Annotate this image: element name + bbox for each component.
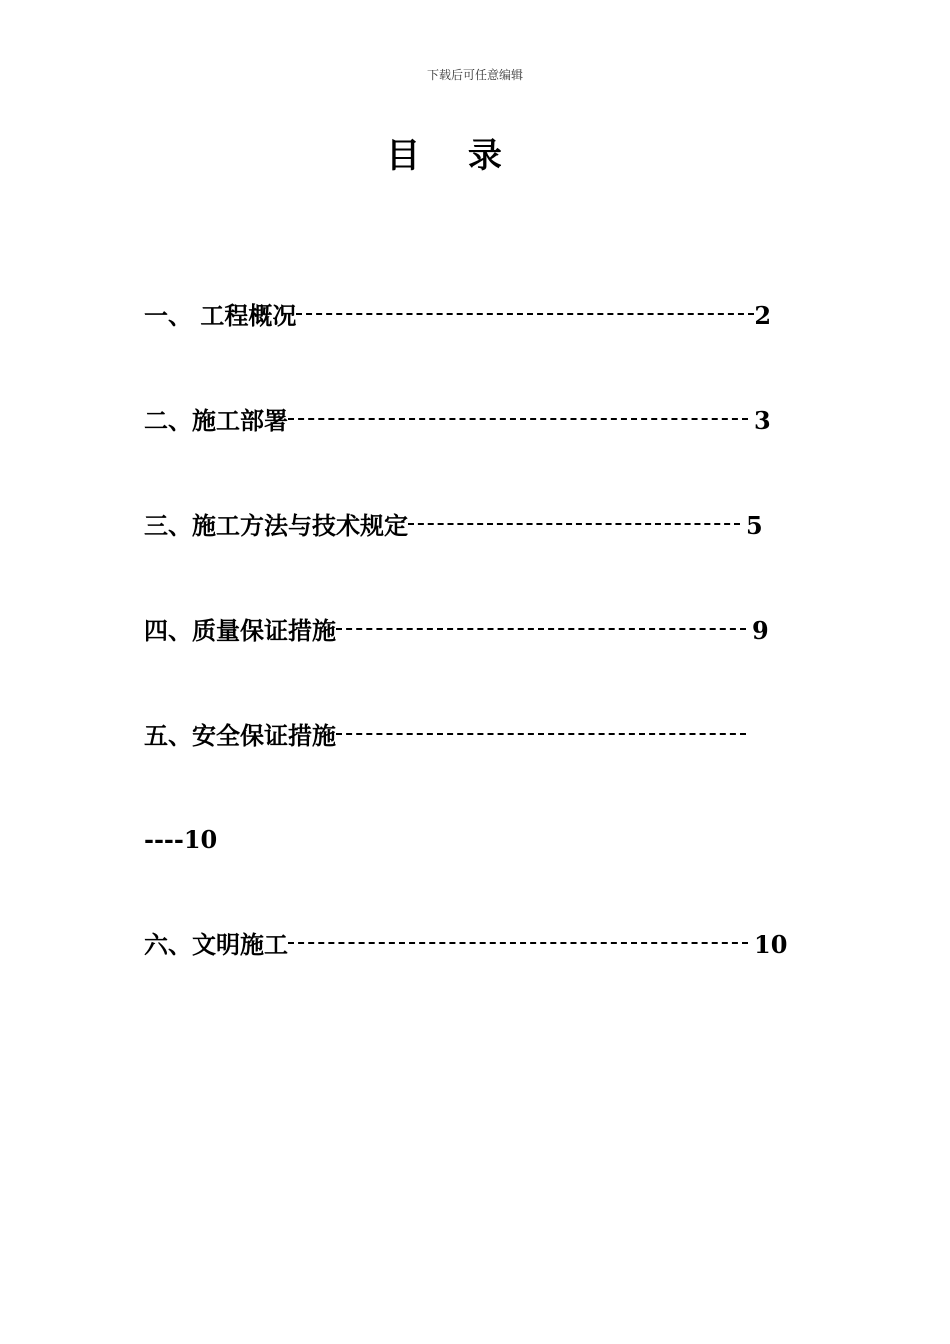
toc-leader [288,418,748,420]
toc-entry-1[interactable] [144,300,771,332]
toc-leader [296,313,754,315]
toc-entry-5-continuation[interactable] [144,824,217,856]
toc-entry-page: 5 [746,511,763,540]
page-title: 目 录 [386,136,520,176]
toc-entry-label: 三、施工方法与技术规定 [144,511,408,540]
toc-entry-page: 2 [754,301,772,330]
toc-entry-label: 一、 工程概况 [144,301,297,330]
toc-entry-page: 10 [754,930,788,959]
toc-entry-2[interactable] [144,405,771,437]
toc-entry-5[interactable] [144,720,752,752]
toc-entry-4[interactable] [144,615,769,647]
toc-entry-label: 五、安全保证措施 [144,721,336,750]
toc-leader [336,628,746,630]
toc-entry-label: 六、文明施工 [144,930,288,959]
toc-entry-6[interactable] [144,929,787,961]
toc-entry-label: ----10 [144,825,218,854]
toc-entry-page: 9 [752,616,769,645]
toc-leader [408,523,740,525]
toc-leader [336,733,746,735]
toc-entry-3[interactable] [144,510,763,542]
toc-entry-label: 四、质量保证措施 [144,616,336,645]
toc-entry-page: 3 [754,406,771,435]
toc-entry-label: 二、施工部署 [144,406,288,435]
toc-leader [288,942,748,944]
header-note: 下载后可任意编辑 [426,68,523,82]
